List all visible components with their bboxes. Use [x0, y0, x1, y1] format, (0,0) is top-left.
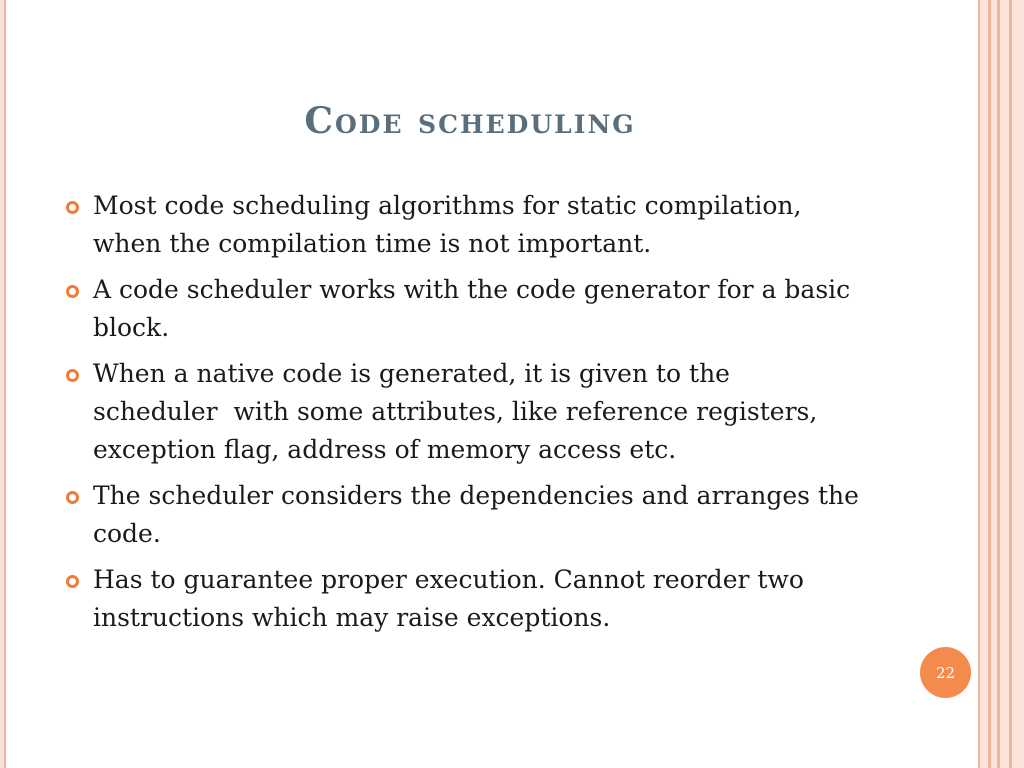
- ring-bullet-icon: [66, 369, 79, 382]
- ring-bullet-icon: [66, 201, 79, 214]
- bullet-list: [62, 187, 862, 645]
- right-stripe-decoration: [1000, 0, 1009, 768]
- bullet-item: [62, 187, 862, 263]
- ring-bullet-icon: [66, 491, 79, 504]
- ring-bullet-icon: [66, 285, 79, 298]
- bullet-text: A code scheduler works with the code generator for a basic block.: [93, 275, 851, 342]
- bullet-item: [62, 477, 862, 553]
- right-stripe-decoration: [1012, 0, 1024, 768]
- page-number: 22: [935, 663, 956, 682]
- bullet-text: The scheduler considers the dependencies and arranges the code.: [93, 481, 859, 548]
- bullet-text: Most code scheduling algorithms for static compilation, when the compilation time is not important.: [93, 191, 802, 258]
- bullet-text: Has to guarantee proper execution. Cannot reorder two instructions which may raise exceptions.: [93, 565, 804, 632]
- bullet-item: [62, 561, 862, 637]
- slide-title: Code scheduling: [304, 100, 636, 142]
- bullet-text: When a native code is generated, it is given to the scheduler with some attributes, like reference registers, exception flag, address of memory access etc.: [93, 359, 826, 464]
- bullet-item: [62, 355, 862, 469]
- page-number-badge: [920, 647, 971, 698]
- bullet-item: [62, 271, 862, 347]
- ring-bullet-icon: [66, 575, 79, 588]
- right-stripe-decoration: [980, 0, 988, 768]
